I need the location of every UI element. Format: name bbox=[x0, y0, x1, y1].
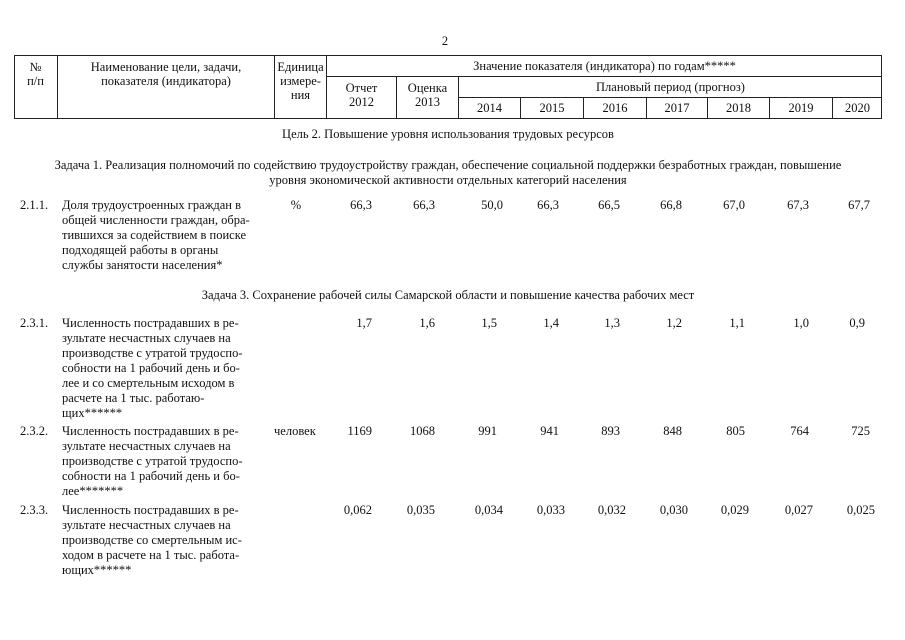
header-year: 2017 bbox=[664, 101, 690, 115]
value-cell: 66,3 bbox=[413, 198, 435, 212]
row-number: 2.1.1. bbox=[20, 198, 49, 212]
value-cell: 1,6 bbox=[419, 316, 435, 330]
value-cell: 941 bbox=[540, 424, 559, 438]
value-cell: 1,3 bbox=[604, 316, 620, 330]
row-number: 2.3.2. bbox=[20, 424, 49, 438]
value-cell: 0,025 bbox=[846, 503, 875, 517]
value-cell: 1,0 bbox=[793, 316, 809, 330]
task1-heading: Задача 1. Реализация полномочий по содействию трудоустройству граждан, обеспечение социальной поддержки безработных граждан, повышение уровня экономической активности отдельных категорий населения bbox=[54, 158, 842, 187]
value-cell: 0,030 bbox=[659, 503, 688, 517]
value-cell: 1,1 bbox=[729, 316, 745, 330]
value-cell: 0,035 bbox=[406, 503, 435, 517]
value-cell: 1,7 bbox=[356, 316, 372, 330]
value-cell: 0,9 bbox=[849, 316, 865, 330]
header-report: Отчет 2012 bbox=[345, 81, 378, 109]
value-cell: 0,029 bbox=[720, 503, 749, 517]
value-cell: 0,027 bbox=[784, 503, 813, 517]
value-cell: 67,7 bbox=[848, 198, 870, 212]
value-cell: 1,4 bbox=[543, 316, 559, 330]
value-cell: 0,062 bbox=[343, 503, 372, 517]
value-cell: 0,034 bbox=[474, 503, 503, 517]
value-cell: 66,5 bbox=[598, 198, 620, 212]
header-year: 2018 bbox=[726, 101, 751, 115]
value-cell: 67,3 bbox=[787, 198, 809, 212]
row-unit: человек bbox=[274, 424, 316, 438]
row-name: Доля трудоустроенных граждан в общей численности граждан, обра- тившихся за содействием в поиске подходящей работы в органы службы занятости населения* bbox=[62, 198, 250, 272]
table-header bbox=[14, 55, 882, 119]
header-unit: Единица измере- ния bbox=[277, 60, 324, 102]
row-name: Численность пострадавших в ре- зультате несчастных случаев на производстве с утратой трудоспо- собности на 1 рабочий день и бо- лее******* bbox=[62, 424, 243, 498]
header-values: Значение показателя (индикатора) по годам***** bbox=[473, 59, 736, 73]
row-number: 2.3.3. bbox=[20, 503, 49, 517]
header-estimate: Оценка 2013 bbox=[407, 81, 448, 109]
goal-heading: Цель 2. Повышение уровня использования трудовых ресурсов bbox=[282, 127, 614, 141]
value-cell: 0,032 bbox=[597, 503, 626, 517]
value-cell: 764 bbox=[790, 424, 809, 438]
value-cell: 725 bbox=[851, 424, 870, 438]
row-name: Численность пострадавших в ре- зультате несчастных случаев на производстве со смертельным ис- ходом в расчете на 1 тыс. работа- ющих****** bbox=[62, 503, 242, 577]
row-name: Численность пострадавших в ре- зультате несчастных случаев на производстве с утратой трудоспо- собности на 1 рабочий день и бо- лее и со смертельным исходом в расчете на 1 тыс. работаю- щих****** bbox=[62, 316, 243, 420]
page-number: 2 bbox=[441, 34, 449, 48]
header-year: 2015 bbox=[539, 101, 565, 115]
value-cell: 1169 bbox=[347, 424, 372, 438]
value-cell: 991 bbox=[478, 424, 497, 438]
header-plan-period: Плановый период (прогноз) bbox=[596, 80, 745, 94]
header-year: 2014 bbox=[477, 101, 502, 115]
header-year: 2020 bbox=[845, 101, 870, 115]
row-unit: % bbox=[290, 198, 302, 212]
header-num: № п/п bbox=[27, 60, 44, 88]
value-cell: 1,2 bbox=[666, 316, 682, 330]
value-cell: 66,3 bbox=[350, 198, 372, 212]
value-cell: 848 bbox=[663, 424, 682, 438]
value-cell: 0,033 bbox=[536, 503, 565, 517]
row-number: 2.3.1. bbox=[20, 316, 49, 330]
value-cell: 66,8 bbox=[660, 198, 682, 212]
value-cell: 67,0 bbox=[723, 198, 745, 212]
value-cell: 893 bbox=[601, 424, 620, 438]
value-cell: 66,3 bbox=[537, 198, 559, 212]
task3-heading: Задача 3. Сохранение рабочей силы Самарской области и повышение качества рабочих мест bbox=[201, 288, 695, 302]
header-year: 2019 bbox=[788, 101, 814, 115]
header-name: Наименование цели, задачи, показателя (индикатора) bbox=[90, 60, 242, 88]
value-cell: 805 bbox=[726, 424, 745, 438]
header-year: 2016 bbox=[602, 101, 628, 115]
value-cell: 1068 bbox=[410, 424, 435, 438]
value-cell: 1,5 bbox=[481, 316, 497, 330]
value-cell: 50,0 bbox=[481, 198, 503, 212]
